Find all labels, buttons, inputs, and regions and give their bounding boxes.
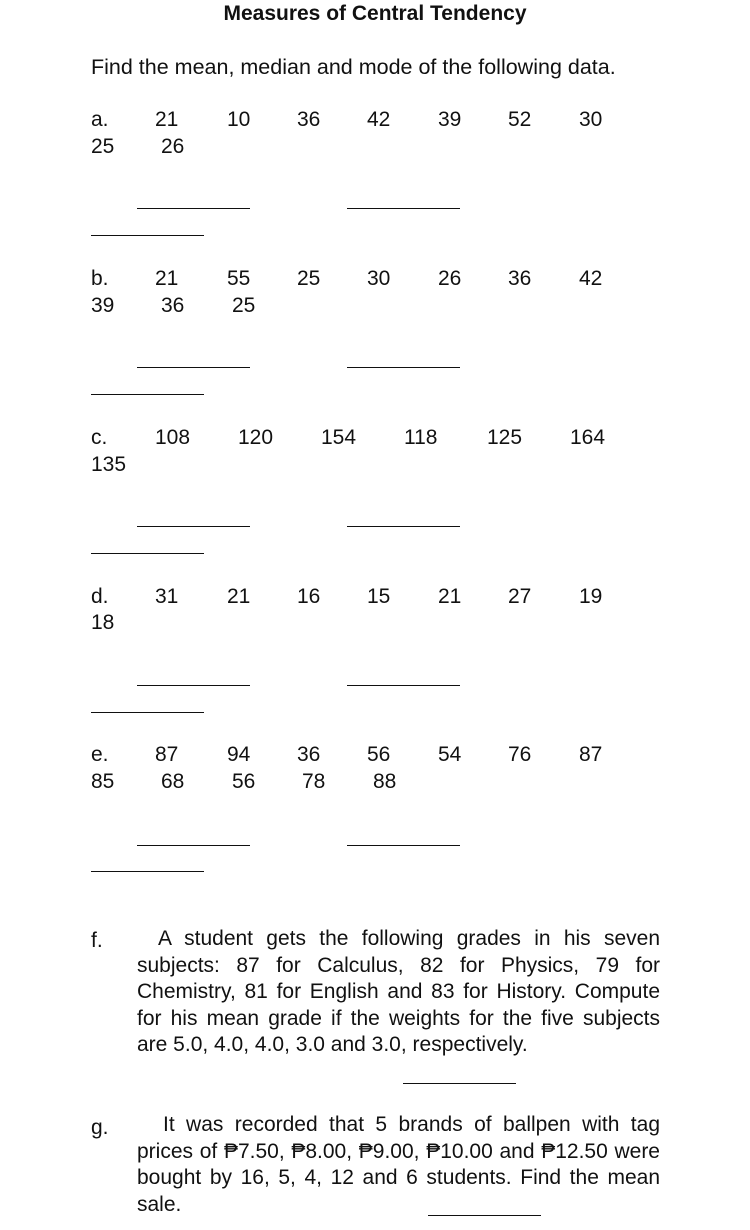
data-value: 15 xyxy=(367,585,391,608)
data-value: 36 xyxy=(508,267,532,290)
data-value: 30 xyxy=(367,267,391,290)
problem-label: d. xyxy=(91,585,109,608)
data-value: 21 xyxy=(155,108,179,131)
data-value: 16 xyxy=(297,585,321,608)
answer-blank-median[interactable] xyxy=(347,367,460,368)
data-value: 52 xyxy=(508,108,532,131)
data-value: 21 xyxy=(227,585,251,608)
word-problem-text: A student gets the following grades in his seven subjects: 87 for Calculus, 82 for Physics, 79 for Chemistry, 81 for English and 83 for History. Compute for his mean grade if the weights for the five subjects are 5.0, 4.0, 4.0, 3.0 and 3.0, respectively. xyxy=(137,927,660,1056)
data-value: 76 xyxy=(508,743,532,766)
answer-blank-median[interactable] xyxy=(347,208,460,209)
data-value: 125 xyxy=(487,426,523,449)
answer-blank-mean[interactable] xyxy=(137,845,250,846)
page-title: Measures of Central Tendency xyxy=(223,2,527,25)
data-value: 10 xyxy=(227,108,251,131)
problem-label: f. xyxy=(91,929,103,952)
data-value: 54 xyxy=(438,743,462,766)
data-value: 164 xyxy=(570,426,606,449)
data-value: 94 xyxy=(227,743,251,766)
word-problem-text: It was recorded that 5 brands of ballpen with tag prices of ₱7.50, ₱8.00, ₱9.00, ₱10.00 and ₱12.50 were bought by 16, 5, 4, 12 and 6 students. Find the mean sale. xyxy=(137,1113,660,1216)
data-value: 55 xyxy=(227,267,251,290)
instructions: Find the mean, median and mode of the following data. xyxy=(91,55,616,79)
answer-blank-mode[interactable] xyxy=(91,553,204,554)
data-value: 118 xyxy=(404,426,438,449)
data-value: 154 xyxy=(321,426,357,449)
problem-label: g. xyxy=(91,1116,109,1139)
problem-label: c. xyxy=(91,426,108,449)
data-value: 26 xyxy=(161,135,185,158)
data-value: 88 xyxy=(373,770,397,793)
answer-blank-mean-sale[interactable] xyxy=(428,1215,541,1216)
data-value: 36 xyxy=(161,294,185,317)
problem-label: a. xyxy=(91,108,109,131)
answer-blank-mode[interactable] xyxy=(91,235,204,236)
data-value: 56 xyxy=(367,743,391,766)
answer-blank-mode[interactable] xyxy=(91,712,204,713)
answer-blank-mean[interactable] xyxy=(137,526,250,527)
answer-blank-median[interactable] xyxy=(347,526,460,527)
data-value: 56 xyxy=(232,770,256,793)
data-value: 42 xyxy=(579,267,603,290)
data-value: 27 xyxy=(508,585,532,608)
data-value: 25 xyxy=(297,267,321,290)
data-value: 19 xyxy=(579,585,603,608)
data-value: 39 xyxy=(91,294,115,317)
answer-blank-mode[interactable] xyxy=(91,394,204,395)
data-value: 36 xyxy=(297,743,321,766)
data-value: 42 xyxy=(367,108,391,131)
answer-blank-median[interactable] xyxy=(347,845,460,846)
answer-blank-mean[interactable] xyxy=(137,208,250,209)
problem-label: b. xyxy=(91,267,109,290)
data-value: 39 xyxy=(438,108,462,131)
answer-blank-mean[interactable] xyxy=(137,367,250,368)
data-value: 25 xyxy=(91,135,115,158)
data-value: 21 xyxy=(155,267,179,290)
answer-blank-mode[interactable] xyxy=(91,871,204,872)
data-value: 68 xyxy=(161,770,185,793)
data-value: 31 xyxy=(155,585,179,608)
data-value: 135 xyxy=(91,453,127,476)
answer-blank-weighted-mean[interactable] xyxy=(403,1083,516,1084)
data-value: 25 xyxy=(232,294,256,317)
data-value: 18 xyxy=(91,611,115,634)
data-value: 26 xyxy=(438,267,462,290)
problem-label: e. xyxy=(91,743,109,766)
answer-blank-mean[interactable] xyxy=(137,685,250,686)
data-value: 120 xyxy=(238,426,274,449)
data-value: 108 xyxy=(155,426,191,449)
data-value: 87 xyxy=(155,743,179,766)
data-value: 36 xyxy=(297,108,321,131)
data-value: 87 xyxy=(579,743,603,766)
data-value: 85 xyxy=(91,770,115,793)
answer-blank-median[interactable] xyxy=(347,685,460,686)
data-value: 78 xyxy=(302,770,326,793)
data-value: 30 xyxy=(579,108,603,131)
data-value: 21 xyxy=(438,585,462,608)
